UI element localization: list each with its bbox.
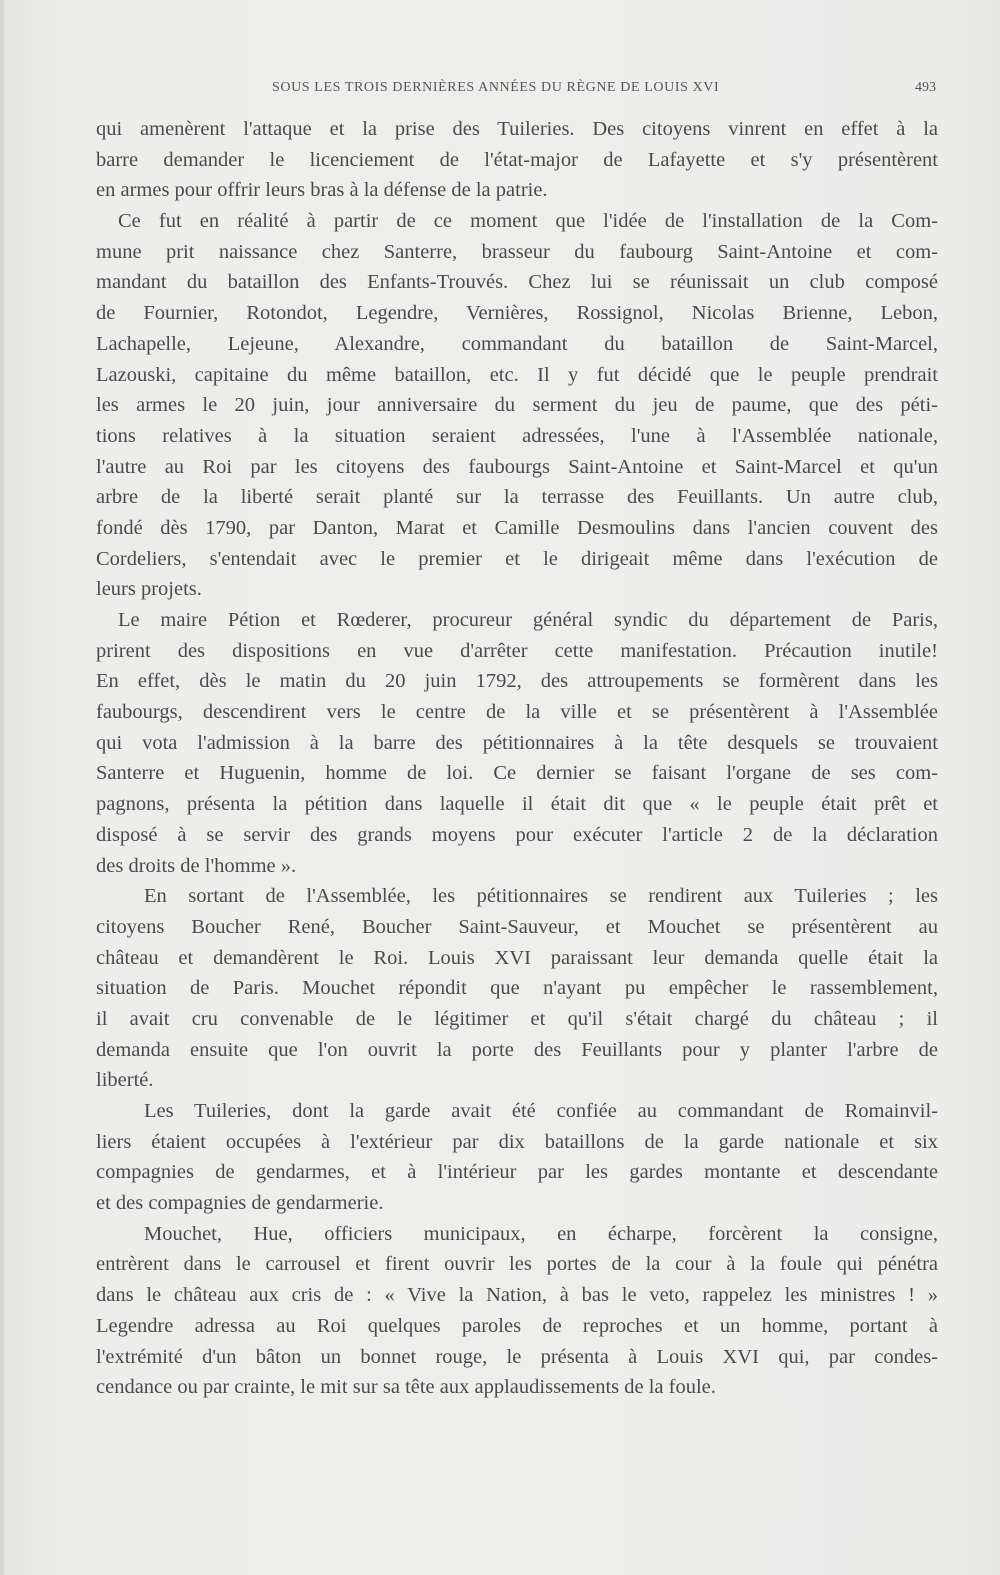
- text-line: qui amenèrent l'attaque et la prise des Tuileries. Des citoyens vinrent en effet à la: [96, 118, 938, 140]
- text-line: Mouchet, Hue, officiers municipaux, en écharpe, forcèrent la consigne,: [144, 1222, 938, 1245]
- text-line: Cordeliers, s'entendait avec le premier et le dirigeait même dans l'exécution de: [96, 547, 938, 570]
- text-line: citoyens Boucher René, Boucher Saint-Sauveur, et Mouchet se présentèrent au: [96, 915, 938, 938]
- body-text: [96, 114, 938, 1403]
- text-line: Lazouski, capitaine du même bataillon, etc. Il y fut décidé que le peuple prendrait: [96, 363, 938, 386]
- text-line: En sortant de l'Assemblée, les pétitionnaires se rendirent aux Tuileries ; les: [144, 885, 938, 908]
- text-line: En effet, dès le matin du 20 juin 1792, des attroupements se formèrent dans les: [96, 670, 938, 693]
- text-line: tions relatives à la situation seraient adressées, l'une à l'Assemblée nationale,: [96, 424, 938, 447]
- text-line: entrèrent dans le carrousel et firent ouvrir les portes de la cour à la foule qui pénétra: [96, 1253, 938, 1276]
- text-line: château et demandèrent le Roi. Louis XVI paraissant leur demanda quelle était la: [96, 946, 938, 969]
- text-line: faubourgs, descendirent vers le centre de la ville et se présentèrent à l'Assemblée: [96, 701, 938, 724]
- text-line: Ce fut en réalité à partir de ce moment que l'idée de l'installation de la Com-: [118, 210, 938, 233]
- text-line: il avait cru convenable de le légitimer et qu'il s'était chargé du château ; il: [96, 1007, 938, 1030]
- text-line: prirent des dispositions en vue d'arrêter cette manifestation. Précaution inutile!: [96, 639, 938, 662]
- text-line: l'extrémité d'un bâton un bonnet rouge, le présenta à Louis XVI qui, par condes-: [96, 1345, 938, 1368]
- text-line: Le maire Pétion et Rœderer, procureur général syndic du département de Paris,: [118, 609, 938, 631]
- text-line: leurs projets.: [96, 578, 202, 601]
- text-line: et des compagnies de gendarmerie.: [96, 1192, 384, 1215]
- text-line: Les Tuileries, dont la garde avait été confiée au commandant de Romainvil-: [144, 1100, 938, 1122]
- text-line: arbre de la liberté serait planté sur la terrasse des Feuillants. Un autre club,: [96, 486, 938, 509]
- page-header: [100, 80, 936, 100]
- text-line: barre demander le licenciement de l'état-major de Lafayette et s'y présentèrent: [96, 148, 938, 171]
- text-line: situation de Paris. Mouchet répondit que n'ayant pu empêcher le rassemblement,: [96, 977, 938, 1000]
- text-line: des droits de l'homme ».: [96, 854, 297, 877]
- text-line: Santerre et Huguenin, homme de loi. Ce dernier se faisant l'organe de ses com-: [96, 762, 938, 785]
- text-line: fondé dès 1790, par Danton, Marat et Camille Desmoulins dans l'ancien couvent des: [96, 516, 938, 539]
- text-line: de Fournier, Rotondot, Legendre, Vernières, Rossignol, Nicolas Brienne, Lebon,: [96, 302, 938, 325]
- text-line: mune prit naissance chez Santerre, brasseur du faubourg Saint-Antoine et com-: [96, 240, 938, 263]
- text-line: dans le château aux cris de : « Vive la Nation, à bas le veto, rappelez les ministres ! »: [96, 1284, 938, 1307]
- text-line: qui vota l'admission à la barre des pétitionnaires à la tête desquels se trouvaient: [96, 731, 938, 754]
- text-line: les armes le 20 juin, jour anniversaire du serment du jeu de paume, que des péti-: [96, 394, 938, 417]
- text-line: liers étaient occupées à l'extérieur par dix bataillons de la garde nationale et six: [96, 1130, 938, 1153]
- text-line: liberté.: [96, 1069, 154, 1092]
- page-binding-edge: [0, 0, 4, 1575]
- text-line: Lachapelle, Lejeune, Alexandre, commandant du bataillon de Saint-Marcel,: [96, 332, 938, 355]
- text-line: en armes pour offrir leurs bras à la défense de la patrie.: [96, 179, 548, 202]
- page-number: 493: [915, 80, 936, 95]
- text-line: mandant du bataillon des Enfants-Trouvés. Chez lui se réunissait un club composé: [96, 271, 938, 294]
- text-line: disposé à se servir des grands moyens pour exécuter l'article 2 de la déclaration: [96, 823, 938, 846]
- text-line: cendance ou par crainte, le mit sur sa tête aux applaudissements de la foule.: [96, 1376, 716, 1399]
- text-line: l'autre au Roi par les citoyens des faubourgs Saint-Antoine et Saint-Marcel et qu'un: [96, 455, 938, 478]
- running-title: SOUS LES TROIS DERNIÈRES ANNÉES DU RÈGNE DE LOUIS XVI: [272, 80, 720, 95]
- text-line: pagnons, présenta la pétition dans laquelle il était dit que « le peuple était prêt et: [96, 793, 938, 816]
- text-line: demanda ensuite que l'on ouvrit la porte des Feuillants pour y planter l'arbre de: [96, 1038, 938, 1061]
- text-line: compagnies de gendarmes, et à l'intérieur par les gardes montante et descendante: [96, 1161, 938, 1184]
- text-line: Legendre adressa au Roi quelques paroles de reproches et un homme, portant à: [96, 1314, 938, 1337]
